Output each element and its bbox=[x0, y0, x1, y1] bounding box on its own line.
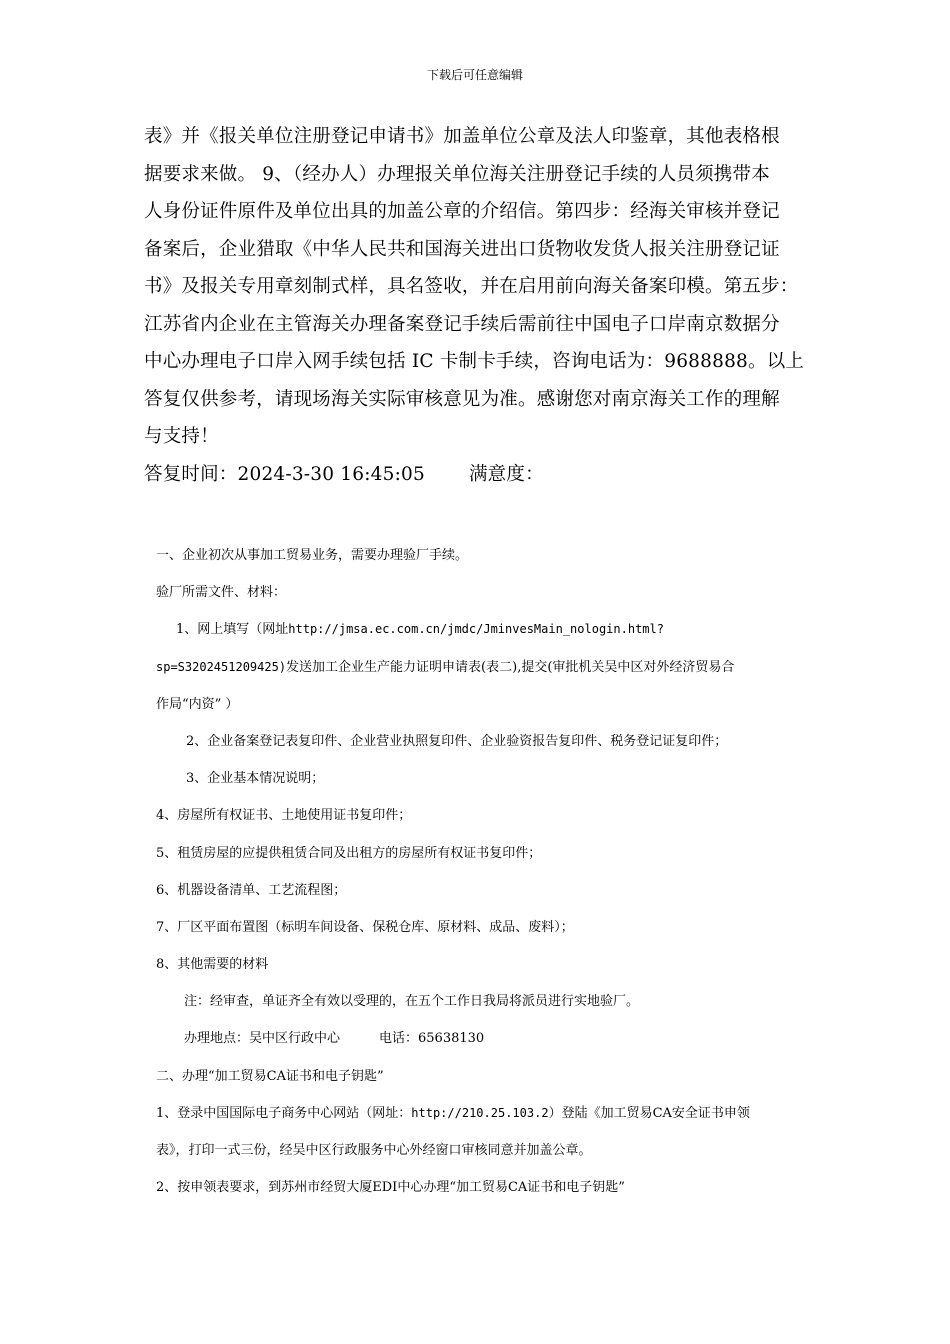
section-heading-1: 一、企业初次从事加工贸易业务，需要办理验厂手续。 bbox=[156, 548, 469, 563]
list-item bbox=[156, 649, 836, 686]
note-text: 注：经审查，单证齐全有效以受理的，在五个工作日我局将派员进行实地验厂。 bbox=[184, 994, 640, 1010]
contact-info: 办理地点：吴中区行政中心 电话：65638130 bbox=[184, 1031, 485, 1047]
list-item bbox=[156, 611, 836, 648]
main-line: 书》及报关专用章刻制式样，具名签收，并在启用前向海关备案印模。第五步： bbox=[144, 276, 799, 297]
reply-time: 答复时间：2024-3-30 16:45:05 bbox=[144, 463, 425, 485]
list-item: 表》，打印一式三份，经吴中区行政服务中心外经窗口审核同意并加盖公章。 bbox=[156, 1143, 592, 1158]
header-note: 下载后可任意编辑 bbox=[426, 68, 523, 82]
main-line: 据要求来做。 9、（经办人）办理报关单位海关注册登记手续的人员须携带本 bbox=[144, 163, 770, 185]
item-text: 发送加工企业生产能力证明申请表(表二),提交(审批机关吴中区对外经济贸易合 bbox=[286, 659, 735, 675]
url-link[interactable]: http://jmsa.ec.com.cn/jmdc/JminvesMain_nologin.html? bbox=[288, 622, 664, 637]
main-line: 备案后，企业猎取《中华人民共和国海关进出口货物收发货人报关注册登记证 bbox=[144, 238, 780, 260]
list-item: 8、其他需要的材料 bbox=[156, 957, 269, 973]
list-item: 验厂所需文件、材料： bbox=[156, 585, 287, 601]
url-link[interactable]: http://210.25.103.2 bbox=[411, 1105, 549, 1120]
main-line: 人身份证件原件及单位出具的加盖公章的介绍信。第四步：经海关审核并登记 bbox=[144, 201, 780, 222]
section-heading-2: 二、办理“加工贸易CA证书和电子钥匙” bbox=[156, 1068, 384, 1084]
list-item: 5、租赁房屋的应提供租赁合同及出租方的房屋所有权证书复印件； bbox=[156, 845, 542, 861]
item-text: 1、网上填写（网址 bbox=[176, 622, 289, 638]
list-item: 6、机器设备清单、工艺流程图； bbox=[156, 882, 347, 898]
reply-info-line bbox=[144, 456, 824, 494]
list-item: 2、企业备案登记表复印件、企业营业执照复印件、企业验资报告复印件、税务登记证复印件； bbox=[186, 733, 728, 749]
satisfaction-label: 满意度： bbox=[468, 463, 544, 485]
main-line: 与支持！ bbox=[144, 426, 219, 447]
list-item: 7、厂区平面布置图（标明车间设备、保税仓库、原材料、成品、废料）； bbox=[156, 919, 574, 935]
list-item: 3、企业基本情况说明； bbox=[186, 771, 325, 787]
main-line: 表》并《报关单位注册登记申请书》加盖单位公章及法人印鉴章，其他表格根 bbox=[144, 126, 780, 147]
item-text: 1、登录中国国际电子商务中心网站（网址： bbox=[156, 1105, 412, 1121]
main-line: 江苏省内企业在主管海关办理备案登记手续后需前往中国电子口岸南京数据分 bbox=[144, 313, 780, 335]
main-text-block bbox=[144, 118, 824, 493]
main-line: 答复仅供参考，请现场海关实际审核意见为准。感谢您对南京海关工作的理解 bbox=[144, 388, 780, 410]
list-item bbox=[156, 1095, 836, 1132]
item-text: ）登陆《加工贸易CA安全证书申领 bbox=[548, 1105, 750, 1121]
url-link[interactable]: sp=S3202451209425) bbox=[156, 659, 287, 674]
list-item: 4、房屋所有权证书、土地使用证书复印件； bbox=[156, 808, 412, 824]
list-item: 作局“内资” ） bbox=[156, 696, 239, 712]
list-item: 2、按申领表要求，到苏州市经贸大厦EDI中心办理“加工贸易CA证书和电子钥匙” bbox=[156, 1180, 625, 1196]
main-line: 中心办理电子口岸入网手续包括 IC 卡制卡手续，咨询电话为：9688888。以上 bbox=[144, 351, 805, 372]
procedure-list bbox=[156, 537, 836, 1206]
